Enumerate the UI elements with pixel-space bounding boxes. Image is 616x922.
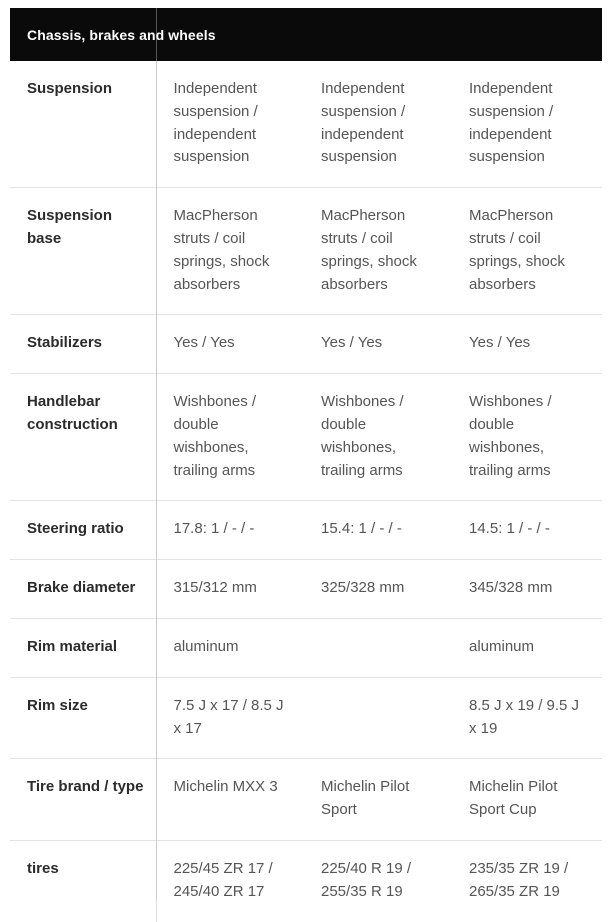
- chassis-spec-table: [10, 8, 602, 922]
- cell-value: Independent suspension / independent suspension: [156, 61, 304, 188]
- cell-value: Michelin Pilot Sport Cup: [452, 759, 602, 841]
- row-label: Suspension base: [10, 188, 156, 315]
- cell-value: 315/312 mm: [156, 560, 304, 619]
- row-label: Steering ratio: [10, 501, 156, 560]
- table-header-row: [10, 8, 602, 61]
- row-label: Stabilizers: [10, 315, 156, 374]
- cell-value: [304, 677, 452, 759]
- cell-value: MacPherson struts / coil springs, shock absorbers: [156, 188, 304, 315]
- table-row-brake-diameter: [10, 560, 602, 619]
- row-label: Rim material: [10, 618, 156, 677]
- table-row-suspension-base: [10, 188, 602, 315]
- table-row-stabilizers: [10, 315, 602, 374]
- table-row-tires: [10, 840, 602, 921]
- cell-value: 8.5 J x 19 / 9.5 J x 19: [452, 677, 602, 759]
- table-row-steering-ratio: [10, 501, 602, 560]
- cell-value: MacPherson struts / coil springs, shock absorbers: [304, 188, 452, 315]
- cell-value: Independent suspension / independent suspension: [304, 61, 452, 188]
- cell-value: 345/328 mm: [452, 560, 602, 619]
- cell-value: 17.8: 1 / - / -: [156, 501, 304, 560]
- cell-value: Yes / Yes: [304, 315, 452, 374]
- cell-value: 7.5 J x 17 / 8.5 J x 17: [156, 677, 304, 759]
- table-row-suspension: [10, 61, 602, 188]
- cell-value: aluminum: [452, 618, 602, 677]
- cell-value: Independent suspension / independent suspension: [452, 61, 602, 188]
- cell-value: Wishbones / double wishbones, trailing arms: [156, 374, 304, 501]
- table-row-tire-brand-type: [10, 759, 602, 841]
- spec-table-container: [10, 8, 602, 900]
- cell-value: Michelin Pilot Sport: [304, 759, 452, 841]
- cell-value: 14.5: 1 / - / -: [452, 501, 602, 560]
- table-row-rim-size: [10, 677, 602, 759]
- cell-value: MacPherson struts / coil springs, shock absorbers: [452, 188, 602, 315]
- row-label: Brake diameter: [10, 560, 156, 619]
- cell-value: 15.4: 1 / - / -: [304, 501, 452, 560]
- cell-value: Yes / Yes: [452, 315, 602, 374]
- row-label: Suspension: [10, 61, 156, 188]
- table-row-handlebar-construction: [10, 374, 602, 501]
- cell-value: Yes / Yes: [156, 315, 304, 374]
- cell-value: Michelin MXX 3: [156, 759, 304, 841]
- cell-value: 225/45 ZR 17 / 245/40 ZR 17: [173, 859, 273, 900]
- row-label: Rim size: [10, 677, 156, 759]
- cell-value: [304, 618, 452, 677]
- row-label: Handlebar construction: [10, 374, 156, 501]
- cell-value: Wishbones / double wishbones, trailing arms: [304, 374, 452, 501]
- cell-value: Wishbones / double wishbones, trailing arms: [452, 374, 602, 501]
- table-row-rim-material: [10, 618, 602, 677]
- section-title: Chassis, brakes and wheels: [10, 8, 602, 61]
- cell-value: 325/328 mm: [304, 560, 452, 619]
- row-label: tires: [10, 840, 156, 921]
- cell-value: aluminum: [156, 618, 304, 677]
- cell-value: 235/35 ZR 19 / 265/35 ZR 19: [469, 859, 569, 900]
- cell-value: 225/40 R 19 / 255/35 R 19: [321, 859, 412, 900]
- row-label: Tire brand / type: [10, 759, 156, 841]
